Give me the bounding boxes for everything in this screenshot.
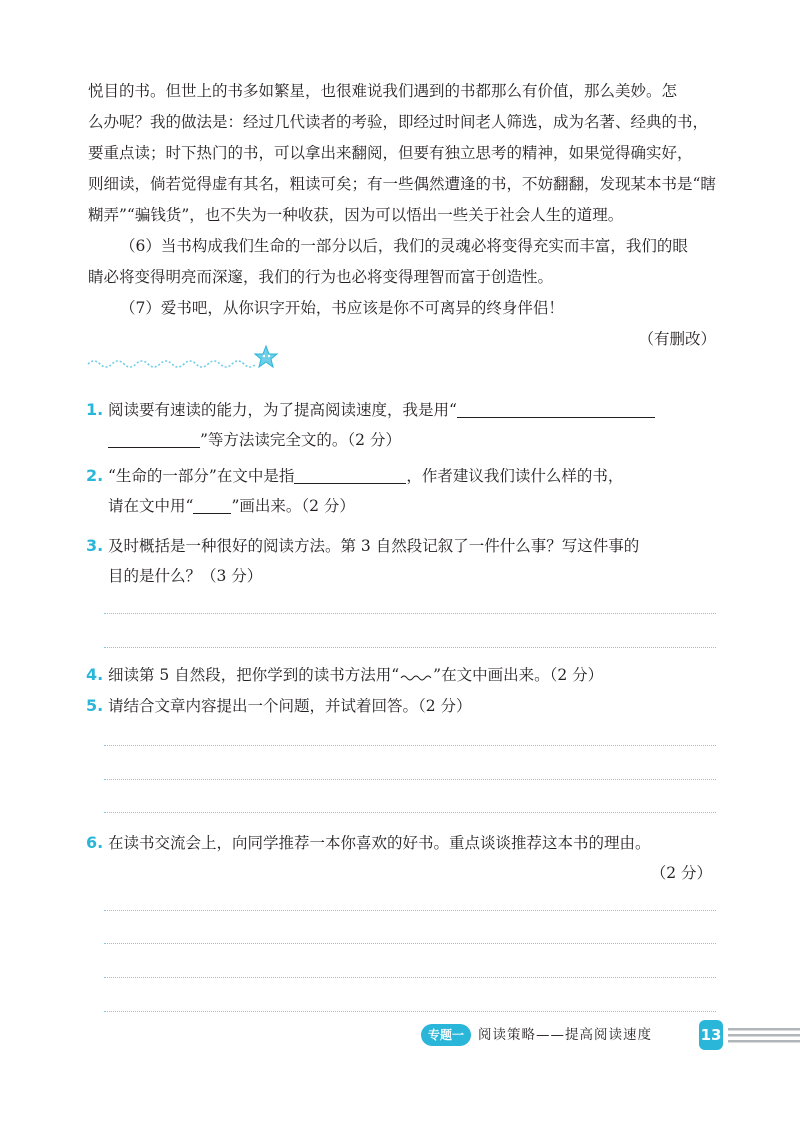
straight-underline-mark [193,495,231,514]
question-text: ”等方法读完全文的。（2 分） [200,431,401,449]
question-number: 1. [86,400,104,419]
answer-line[interactable] [104,613,716,614]
question-4 [86,659,726,690]
question-text: 细读第 5 自然段，把你学到的读书方法用“ [108,666,400,684]
answer-line[interactable] [104,812,716,813]
question-text: 目的是什么？（3 分） [108,567,263,585]
passage-line: 要重点读；时下热门的书，可以拿出来翻阅，但要有独立思考的精神，如果觉得确实好， [88,144,693,162]
question-text: 在读书交流会上，向同学推荐一本你喜欢的好书。重点谈谈推荐这本书的理由。 [108,834,651,852]
topic-badge: 专题一 [421,1024,471,1046]
passage-line: 糊弄”“骗钱货”，也不失为一种收获，因为可以悟出一些关于社会人生的道理。 [88,206,624,224]
page-number: 13 [699,1020,723,1050]
question-text: 阅读要有速读的能力，为了提高阅读速度，我是用“ [108,401,457,419]
answer-line[interactable] [104,745,716,746]
question-text: 及时概括是一种很好的阅读方法。第 3 自然段记叙了一件什么事？写这件事的 [108,537,640,555]
page-footer [0,1018,800,1058]
answer-line[interactable] [104,977,716,978]
wavy-divider-icon [86,340,286,374]
score-note: （2 分） [650,864,712,882]
answer-line[interactable] [104,910,716,911]
paragraph-6-line-1: （6）当书构成我们生命的一部分以后，我们的灵魂必将变得充实而丰富，我们的眼 [120,237,688,255]
question-text: 请在文中用“ [108,497,194,515]
answer-line[interactable] [104,779,716,780]
answer-line[interactable] [104,647,716,648]
question-number: 4. [86,665,104,684]
source-note: （有删改） [638,330,716,348]
question-text: ”在文中画出来。（2 分） [433,666,604,684]
question-1 [86,394,726,456]
passage [88,76,728,355]
question-number: 5. [86,696,104,715]
footer-title: 阅读策略——提高阅读速度 [478,1027,652,1043]
passage-line: 悦目的书。但世上的书多如繁星，也很难说我们遇到的书都那么有价值，那么美妙。怎 [88,82,678,100]
question-text: ，作者建议我们读什么样的书， [406,467,624,485]
question-6 [86,827,726,889]
passage-line: 则细读，倘若觉得虚有其名，粗读可矣；有一些偶然遭逢的书，不妨翻翻，发现某本书是“瞎 [88,175,716,193]
question-5 [86,690,726,721]
answer-blank[interactable] [108,429,200,448]
question-2 [86,460,726,522]
answer-blank[interactable] [457,399,655,418]
question-number: 3. [86,536,104,555]
wavy-underline-icon [399,669,433,681]
stripes-decoration-icon [728,1026,800,1046]
passage-line: 么办呢？我的做法是：经过几代读者的考验，即经过时间老人筛选，成为名著、经典的书， [88,113,709,131]
question-number: 6. [86,833,104,852]
question-number: 2. [86,466,104,485]
question-3 [86,530,726,592]
paragraph-6-line-2: 睛必将变得明亮而深邃，我们的行为也必将变得理智而富于创造性。 [88,268,554,286]
question-text: ”画出来。（2 分） [231,497,355,515]
paragraph-7: （7）爱书吧，从你识字开始，书应该是你不可离异的终身伴侣！ [120,299,564,317]
star-icon [255,346,277,367]
answer-blank[interactable] [294,465,406,484]
answer-line[interactable] [104,1011,716,1012]
answer-line[interactable] [104,943,716,944]
question-text: 请结合文章内容提出一个问题，并试着回答。（2 分） [108,697,472,715]
question-text: “生命的一部分”在文中是指 [108,467,295,485]
